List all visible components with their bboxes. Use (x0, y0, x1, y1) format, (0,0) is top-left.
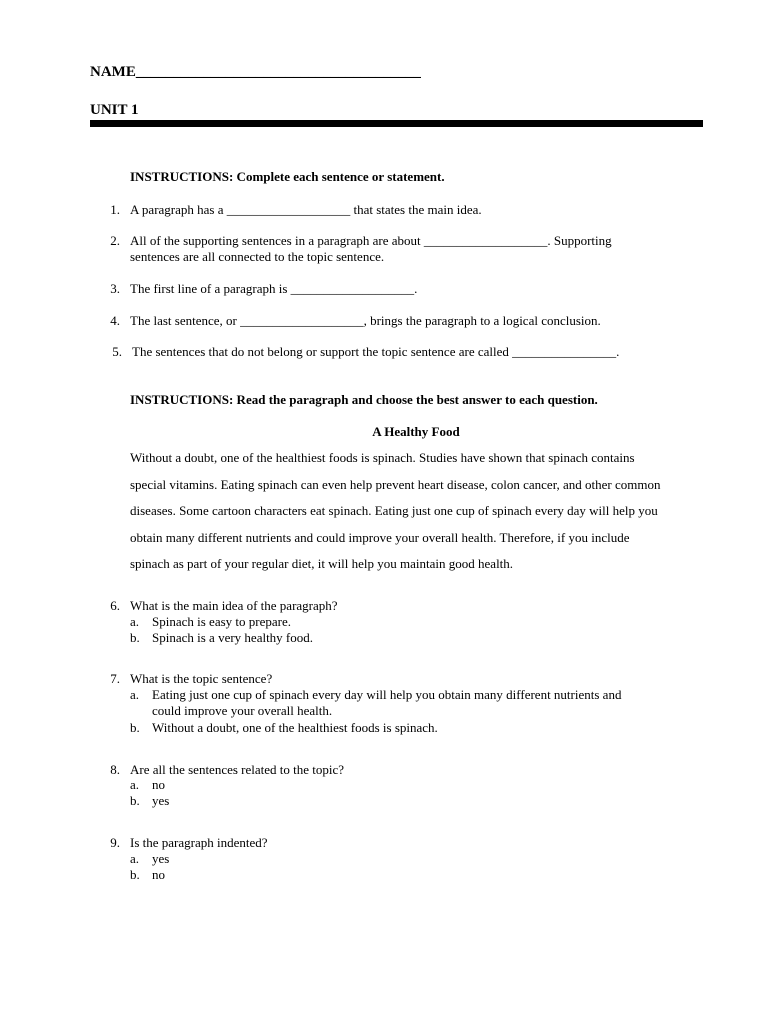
question-number: 8. (110, 762, 120, 777)
item-number: 3. (110, 281, 120, 296)
item-text: The last sentence, or ___________________, brings the paragraph to a logical conclusion. (130, 313, 601, 328)
item-number: 4. (110, 313, 120, 328)
question-text: What is the topic sentence? (130, 671, 273, 686)
option-text: could improve your overall health. (152, 703, 333, 718)
option-letter: b. (130, 720, 140, 735)
question-text: Are all the sentences related to the topic? (130, 762, 345, 777)
option-text: Without a doubt, one of the healthiest foods is spinach. (152, 720, 438, 735)
option-letter: a. (130, 614, 140, 629)
item-text: All of the supporting sentences in a paragraph are about ___________________. Supporting (130, 233, 612, 248)
option-letter: a. (130, 851, 140, 866)
option-text: no (152, 867, 165, 882)
name-field-label: NAME______________________________________ (90, 64, 421, 80)
passage-line: Without a doubt, one of the healthiest foods is spinach. Studies have shown that spinach contains (130, 450, 635, 465)
question-text: What is the main idea of the paragraph? (130, 598, 338, 613)
passage-title: A Healthy Food (372, 424, 460, 439)
passage-line: diseases. Some cartoon characters eat spinach. Eating just one cup of spinach every day will help you (130, 503, 658, 518)
option-letter: b. (130, 630, 140, 645)
header-divider (90, 120, 703, 127)
item-number: 5. (112, 344, 122, 359)
item-text: The sentences that do not belong or support the topic sentence are called ________________. (132, 344, 620, 359)
option-text: Spinach is easy to prepare. (152, 614, 291, 629)
section1-instructions: INSTRUCTIONS: Complete each sentence or statement. (130, 169, 445, 184)
item-text: A paragraph has a ___________________ that states the main idea. (130, 202, 482, 217)
passage-line: obtain many different nutrients and could improve your overall health. Therefore, if you include (130, 530, 630, 545)
question-text: Is the paragraph indented? (130, 835, 268, 850)
section2-instructions: INSTRUCTIONS: Read the paragraph and choose the best answer to each question. (130, 392, 598, 407)
option-text: no (152, 777, 165, 792)
passage-line: special vitamins. Eating spinach can even help prevent heart disease, colon cancer, and other common (130, 477, 661, 492)
question-number: 7. (110, 671, 120, 686)
item-text: sentences are all connected to the topic sentence. (130, 249, 385, 264)
item-number: 1. (110, 202, 120, 217)
option-letter: b. (130, 867, 140, 882)
option-letter: a. (130, 687, 140, 702)
unit-heading: UNIT 1 (90, 102, 139, 118)
option-text: yes (152, 851, 170, 866)
option-text: Spinach is a very healthy food. (152, 630, 314, 645)
question-number: 6. (110, 598, 120, 613)
item-number: 2. (110, 233, 120, 248)
option-letter: b. (130, 793, 140, 808)
passage-line: spinach as part of your regular diet, it will help you maintain good health. (130, 556, 514, 571)
question-number: 9. (110, 835, 120, 850)
option-text: yes (152, 793, 170, 808)
item-text: The first line of a paragraph is ___________________. (130, 281, 418, 296)
option-letter: a. (130, 777, 140, 792)
option-text: Eating just one cup of spinach every day will help you obtain many different nutrients and (152, 687, 622, 702)
